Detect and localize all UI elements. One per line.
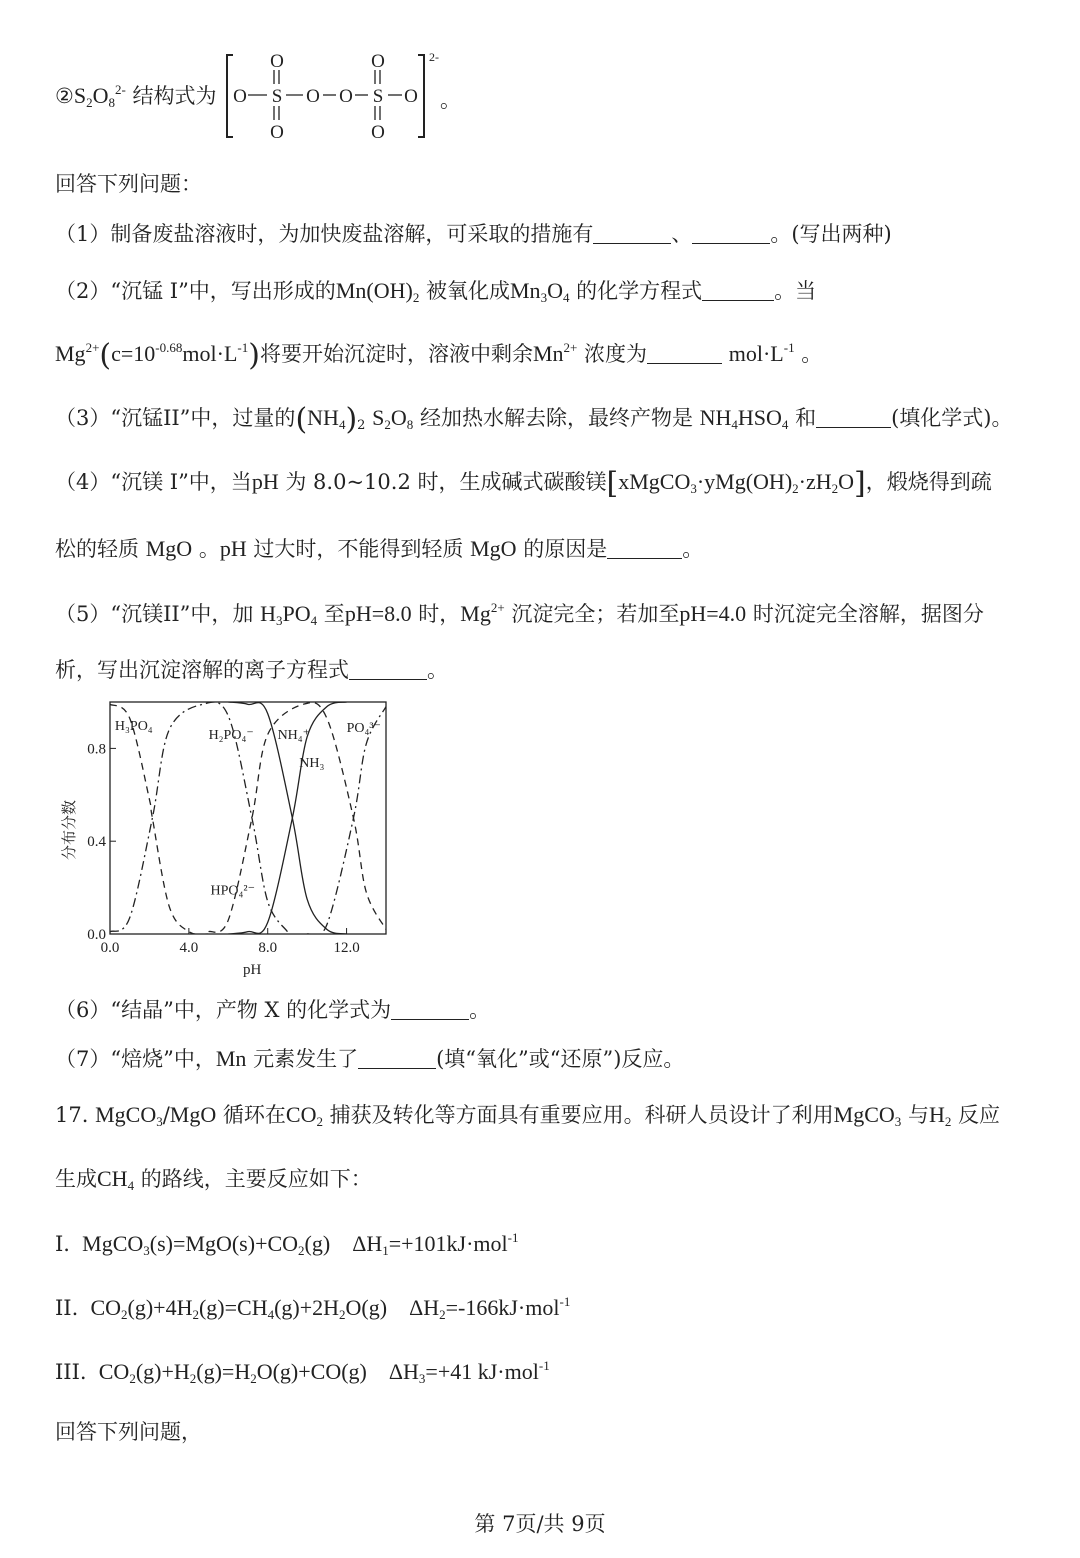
x-tick-label: 4.0: [179, 940, 199, 956]
series-label-hpo4: HPO₄²⁻: [210, 883, 256, 899]
series-label-h3po4: H₃PO₄: [114, 718, 153, 734]
structure-line: [55, 82, 217, 111]
question-5-line-1: （5）“沉镁II”中，加 $H_3PO_4$ 至pH=8.0 时，$Mg^{2+}$ 沉淀完全；若加至pH=4.0 时沉淀完全溶解，据图分: [55, 600, 984, 628]
charge: 2-: [429, 50, 439, 64]
problem-17-line-1: 17. MgCO$_3$/MgO 循环在$CO_2$ 捕获及转化等方面具有重要应用。科研人员设计了利用MgCO$_3$ 与$H_2$ 反应: [55, 1102, 1001, 1129]
y-tick-label: 0.8: [87, 741, 106, 758]
x-tick-label: 12.0: [333, 940, 360, 956]
atom-o: O: [233, 86, 247, 107]
series-label-h2po4: H₂PO₄⁻: [208, 728, 254, 744]
atom-o: O: [371, 51, 385, 72]
series-curve-0: [110, 704, 209, 934]
persulfate-ion: $S_2O_8^{2-}$: [73, 82, 126, 110]
reaction-3: III. $CO_2(g)+H_2(g)=H_2O(g)+CO(g)$ $\Delta H_3=+41$ kJ·mol$^{-1}$: [55, 1358, 550, 1386]
item-marker: ②: [55, 84, 74, 108]
answer-heading: 回答下列问题：: [55, 172, 202, 196]
x-axis-label: pH: [243, 962, 262, 978]
atom-o: O: [306, 86, 320, 107]
atom-o: O: [404, 86, 418, 107]
y-tick-label: 0.4: [87, 834, 106, 851]
y-tick-label: 0.0: [87, 927, 106, 943]
atom-o: O: [339, 86, 353, 107]
atom-o: O: [270, 51, 284, 72]
series-label-po4: PO₄³⁻: [346, 721, 381, 737]
reaction-2: II. $CO_2(g)+4H_2(g)=CH_4(g)+2H_2O(g)$ $\Delta H_2=-166kJ\cdot mol^{-1}$: [55, 1294, 571, 1322]
problem-17-line-2: 生成$CH_4$ 的路线，主要反应如下：: [55, 1166, 372, 1193]
series-curve-3: [307, 707, 386, 936]
question-6: （6）“结晶”中，产物 X 的化学式为 。: [55, 998, 491, 1022]
question-2-line-2: $Mg^{2+}(c=10^{-0.68}mol\cdot L^{-1})$将要开始沉淀时，溶液中剩余$Mn^{2+}$ 浓度为 $mol\cdot L^{-1}$ 。: [55, 338, 823, 373]
x-tick-label: 8.0: [258, 940, 278, 956]
question-5-line-2: 析，写出沉淀溶解的离子方程式 。: [55, 658, 448, 682]
distribution-chart: [50, 690, 410, 980]
question-3: （3）“沉锰II”中，过量的$(NH_4)_2$ $S_2O_8$ 经加热水解去除，最终产物是 $NH_4HSO_4$ 和 (填化学式)。: [55, 402, 1013, 437]
series-label-nh4: NH₄⁺: [277, 728, 311, 744]
x-tick-label: 0.0: [100, 940, 120, 956]
persulfate-structure-diagram: [222, 47, 452, 147]
structure-end: 。: [440, 88, 461, 112]
atom-o: O: [371, 122, 385, 143]
answer-heading: 回答下列问题，: [55, 1420, 202, 1444]
question-1: （1）制备废盐溶液时，为加快废盐溶解，可采取的措施有 、 。(写出两种): [55, 222, 892, 246]
atom-s: S: [271, 86, 283, 107]
atom-s: S: [372, 86, 384, 107]
question-4-line-1: （4）“沉镁 I”中，当pH 为 8.0~10.2 时，生成碱式碳酸镁$[xMgCO_3\cdot yMg(OH)_2\cdot zH_2O]$，煅烧得到疏: [55, 466, 992, 501]
series-label-nh3: NH₃: [299, 755, 325, 771]
series-curve-1: [110, 702, 287, 932]
page-footer: 第 7页/共 9页: [474, 1512, 606, 1536]
atom-o: O: [270, 122, 284, 143]
reaction-1: I. $MgCO_3(s)=MgO(s)+CO_2(g)$ $\Delta H_1=+101kJ\cdot mol^{-1}$: [55, 1230, 519, 1258]
question-7: （7）“焙烧”中，Mn 元素发生了 (填“氧化”或“还原”)反应。: [55, 1046, 685, 1071]
y-axis-label: 分布分数: [60, 799, 78, 860]
question-4-line-2: 松的轻质 MgO 。pH 过大时，不能得到轻质 MgO 的原因是 。: [55, 536, 704, 561]
structure-label: 结构式为: [132, 84, 217, 108]
question-2-line-1: （2）“沉锰 I”中，写出形成的$Mn(OH)_2$ 被氧化成$Mn_3O_4$ 的化学方程式 。当: [55, 278, 817, 305]
